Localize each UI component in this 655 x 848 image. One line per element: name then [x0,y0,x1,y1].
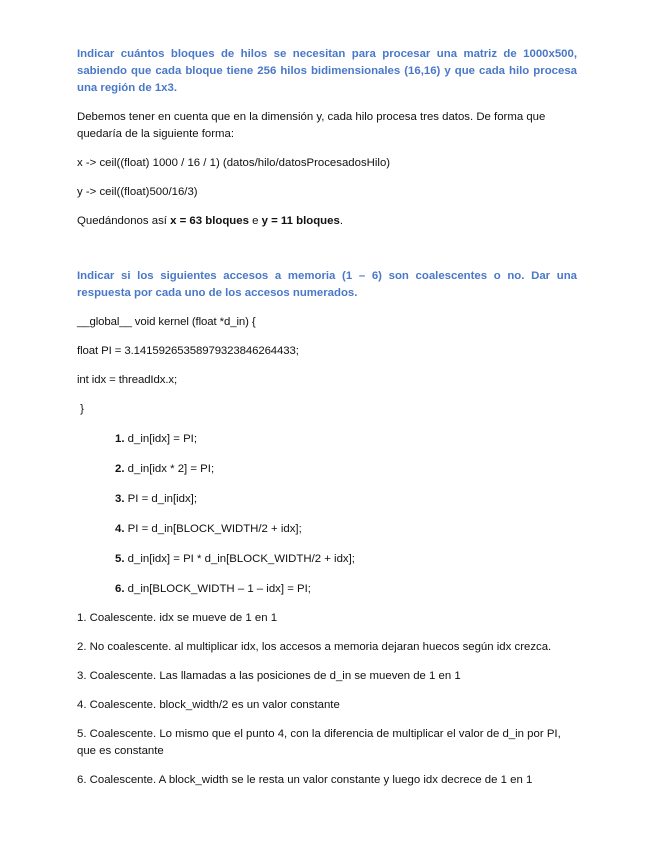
answer-item: 1. Coalescente. idx se mueve de 1 en 1 [77,612,278,624]
access-item [115,431,577,448]
answer-item: 6. Coalescente. A block_width se le resta un valor constante y luego idx decrece de 1 en 1 [77,774,533,786]
code-line: } [77,403,84,415]
access-item [115,581,577,598]
access-code: PI = d_in[idx]; [127,493,198,505]
question-1: Indicar cuántos bloques de hilos se necesitan para procesar una matriz de 1000x500, sabiendo que cada bloque tiene 256 hilos bidimensionales (16,16) y que cada hilo procesa una región de 1x3. [77,48,577,94]
answer-item: 3. Coalescente. Las llamadas a las posiciones de d_in se mueven de 1 en 1 [77,670,461,682]
result-prefix: Quedándonos así [77,215,171,227]
code-line: int idx = threadIdx.x; [77,374,178,386]
q1-intro: Debemos tener en cuenta que en la dimensión y, cada hilo procesa tres datos. De forma que quedaría de la siguiente forma: [77,111,546,140]
code-line: float PI = 3.14159265358979323846264433; [77,345,299,357]
result-y: y = 11 bloques [261,215,340,227]
answer-item: 4. Coalescente. block_width/2 es un valor constante [77,699,340,711]
access-item [115,491,577,508]
access-item [115,521,577,538]
result-end: . [339,215,343,227]
access-list [77,431,577,598]
access-item [115,461,577,478]
code-line: __global__ void kernel (float *d_in) { [77,316,256,328]
access-code: d_in[BLOCK_WIDTH – 1 – idx] = PI; [127,583,311,595]
access-number: 2. [115,463,125,475]
document-page [77,46,577,789]
result-x: x = 63 bloques [170,215,249,227]
answer-list [77,610,577,789]
access-item [115,551,577,568]
access-code: PI = d_in[BLOCK_WIDTH/2 + idx]; [127,523,302,535]
access-number: 4. [115,523,125,535]
answer-item: 5. Coalescente. Lo mismo que el punto 4, con la diferencia de multiplicar el valor de d_in por PI, que es constante [77,728,561,757]
access-code: d_in[idx] = PI * d_in[BLOCK_WIDTH/2 + idx]; [127,553,355,565]
result-mid: e [248,215,262,227]
access-number: 6. [115,583,125,595]
access-code: d_in[idx] = PI; [127,433,198,445]
access-number: 1. [115,433,125,445]
access-number: 5. [115,553,125,565]
q1-result [77,213,577,230]
question-2: Indicar si los siguientes accesos a memoria (1 – 6) son coalescentes o no. Dar una respuesta por cada uno de los accesos numerados. [77,270,577,299]
access-number: 3. [115,493,125,505]
formula-y: y -> ceil((float)500/16/3) [77,186,198,198]
access-code: d_in[idx * 2] = PI; [127,463,215,475]
formula-x: x -> ceil((float) 1000 / 16 / 1) (datos/hilo/datosProcesadosHilo) [77,157,391,169]
answer-item: 2. No coalescente. al multiplicar idx, los accesos a memoria dejaran huecos según idx crezca. [77,641,552,653]
